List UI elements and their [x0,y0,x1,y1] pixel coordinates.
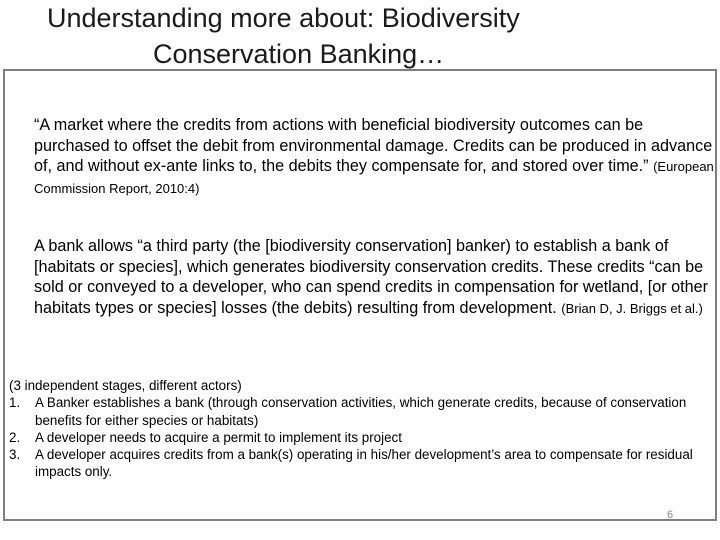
stage-text: A developer needs to acquire a permit to implement its project [35,429,402,445]
stage-text: A developer acquires credits from a bank(s) operating in his/her development’s area to compensate for residual impacts only. [35,447,693,480]
stage-item [9,446,709,481]
stages-intro: (3 independent stages, different actors) [9,378,242,393]
stage-item [9,394,709,429]
slide-title-line-1: Understanding more about: Biodiversity [47,3,520,33]
stage-number: 2. [9,429,21,445]
stage-text: A Banker establishes a bank (through conservation activities, which generate credits, because of conservation benefits for either species or habitats) [35,395,687,428]
bank-definition-text: A bank allows “a third party (the [biodiversity conservation] banker) to establish a bank of [habitats or species], which generates biodiversity conservation credits. These credits “can be sold or conveyed to a developer, who can spend credits in compensation for wetland, [or other habitats types or species] losses (the debits) resulting from development. [34,237,708,317]
stage-number: 3. [9,447,21,463]
bank-definition-paragraph [34,236,714,319]
quote-paragraph [34,115,714,199]
slide-title [0,0,720,72]
stage-item [9,429,709,446]
slide-title-line-2: Conservation Banking… [153,39,445,69]
stages-list [9,394,709,480]
quote-citation: (European Commission Report, 2010:4) [34,159,714,196]
stage-number: 1. [9,395,21,411]
bank-citation: (Brian D, J. Briggs et al.) [561,300,703,316]
stages-section [9,377,709,481]
page-number: 6 [667,509,674,521]
quote-text: “A market where the credits from actions with beneficial biodiversity outcomes can be purchased to offset the debit from environmental damage. Credits can be produced in advance of, and without ex-ante links to, the debits they compensate for, and stored over time.” [34,116,713,175]
